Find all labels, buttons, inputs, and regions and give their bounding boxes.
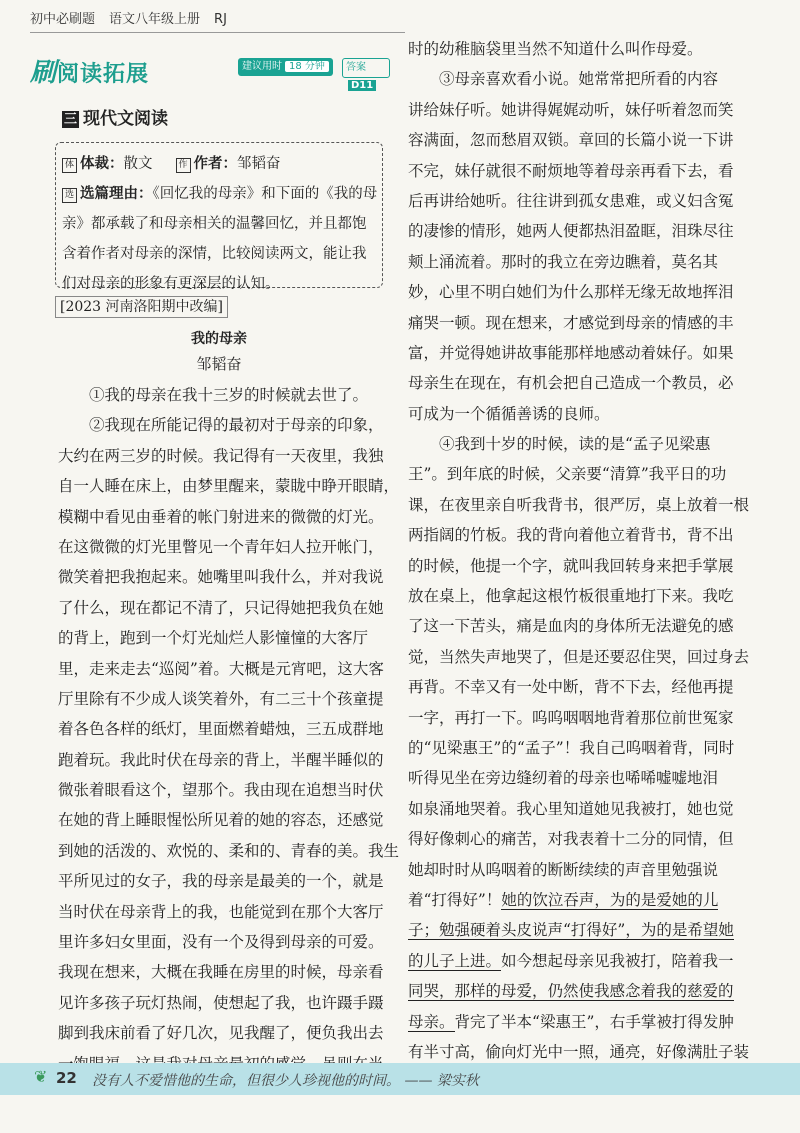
text-line: 放在桌上，他拿起这根竹板很重地打下来。我吃: [408, 587, 734, 606]
text-line: 容满面，忽而愁眉双锁。章回的长篇小说一下讲: [408, 131, 734, 150]
header-divider: [30, 32, 405, 33]
text-segment: 着“打得好”！: [408, 890, 502, 909]
text-line: [408, 946, 748, 976]
text-line: 里许多妇女里面，没有一个及得到母亲的可爱。: [58, 933, 384, 952]
article-title: 我的母亲: [191, 331, 247, 347]
text-line: ①我的母亲在我十三岁的时候就去世了。: [89, 386, 369, 404]
text-line: ③母亲喜欢看小说。她常常把所看的内容: [439, 70, 719, 89]
text-line: 厅里除有不少成人谈笑着外，有二三十个孩童提: [58, 689, 384, 708]
intro-meta-row: [62, 149, 382, 179]
suggested-time-badge: [238, 58, 333, 76]
answer-label: 答案: [346, 62, 366, 73]
reason-line: 亲》都承载了和母亲相关的温馨回忆，并且都饱: [62, 216, 367, 232]
text-line: 自一人睡在床上，由梦里醒来，蒙眬中睁开眼睛，: [58, 477, 400, 496]
leaf-icon: ❦: [34, 1067, 48, 1086]
text-line: 见许多孩子玩灯热闹，使想起了我，也许蹑手蹑: [58, 993, 384, 1012]
text-line: 平所见过的女子，我的母亲是最美的一个，就是: [58, 872, 384, 891]
reason-line: 含着作者对母亲的深情，比较阅读两文，能让我: [62, 246, 367, 262]
text-line: 里，走来走去“巡阅”着。大概是元宵吧，这大客: [58, 659, 384, 678]
answer-page-badge: [342, 58, 390, 91]
text-line: 富，并觉得她讲故事能那样地感动着妹仔。如果: [408, 343, 734, 362]
text-line: 后再讲给她听。往往讲到孤女患难，或义妇含冤: [408, 191, 734, 210]
reason-icon: 选: [62, 188, 77, 203]
underlined-text: 的儿子上进。: [408, 951, 502, 970]
text-line: 不完，妹仔就很不耐烦地等着母亲再看下去，看: [408, 161, 734, 180]
section-title: 现代文阅读: [83, 109, 168, 129]
text-line: [408, 976, 748, 1006]
underlined-text: 她的饮泣吞声，为的是爱她的儿: [501, 890, 719, 909]
text-line: 讲给妹仔听。她讲得娓娓动听，妹仔听着忽而笑: [408, 100, 734, 119]
text-line: 有半寸高，偷向灯光中一照，通亮，好像满肚子装: [408, 1042, 750, 1061]
section-heading: [62, 104, 168, 129]
running-header: [30, 8, 410, 34]
series-name: 初中必刷题: [30, 12, 96, 27]
reason-text: 《回忆我的母亲》和下面的《我的母: [152, 186, 378, 202]
text-line: 微笑着把我抱起来。她嘴里叫我什么，并对我说: [58, 568, 384, 587]
text-line: 妙，心里不明白她们为什么那样无缘无故地挥泪: [408, 283, 734, 302]
text-line: 在她的背上睡眼惺忪所见着的她的容态，还感觉: [58, 811, 384, 830]
text-line: 大约在两三岁的时候。我记得有一天夜里，我独: [58, 446, 384, 465]
genre-label: 体裁：: [80, 156, 124, 172]
banner-title-big: 刷: [30, 58, 58, 88]
text-line: 得好像刺心的痛苦，对我表着十二分的同情，但: [408, 830, 734, 849]
underlined-text: 同哭，那样的母爱，仍然使我感念着我的慈爱的: [408, 982, 734, 1001]
text-line: 母亲生在现在，有机会把自己造成一个教员，必: [408, 374, 734, 393]
banner-title-rest: 阅读拓展: [57, 62, 150, 87]
text-line: ④我到十岁的时候，读的是“孟子见梁惠: [439, 435, 711, 454]
page-number: 22: [56, 1069, 77, 1087]
text-line: 跑着玩。我此时伏在母亲的背上，半醒半睡似的: [58, 750, 384, 769]
answer-value: D11: [348, 80, 376, 91]
author-label: 作者：: [193, 156, 238, 172]
text-line: 可成为一个循循善诱的良师。: [408, 404, 610, 423]
text-line: 颊上涌流着。那时的我立在旁边瞧着，莫名其: [408, 252, 719, 271]
text-line: 如泉涌地哭着。我心里知道她见我被打，她也觉: [408, 799, 734, 818]
text-line: 当时伏在母亲背上的我，也能觉到在那个大客厅: [58, 902, 384, 921]
text-line: 觉，当然失声地哭了，但是还要忍住哭，回过身去: [408, 647, 750, 666]
left-column: [58, 380, 400, 1079]
text-line: [408, 1007, 748, 1037]
text-line: 我现在想来，大概在我睡在房里的时候，母亲看: [58, 963, 384, 982]
underlined-text: 母亲。: [408, 1012, 455, 1031]
text-line: 课，在夜里亲自听我背书，很严厉，桌上放着一根: [408, 495, 750, 514]
banner-title: [30, 52, 149, 89]
edition-label: RJ: [214, 12, 227, 27]
text-line: 王”。到年底的时候，父亲要“清算”我平日的功: [408, 465, 727, 484]
source-citation: [2023 河南洛阳期中改编]: [55, 296, 228, 318]
text-line: 的“见梁惠王”的“孟子”！我自己呜咽着背，同时: [408, 738, 735, 757]
text-line: 时的幼稚脑袋里当然不知道什么叫作母爱。: [408, 40, 703, 58]
time-value: 18 分钟: [285, 61, 329, 72]
time-label: 建议用时: [242, 61, 282, 72]
section-number: 三: [63, 112, 77, 127]
text-line: 微张着眼看这个，望那个。我由现在追想当时伏: [58, 781, 384, 800]
text-line: 听得见坐在旁边缝纫着的母亲也唏唏嘘嘘地泪: [408, 769, 719, 788]
subject-name: 语文八年级上册: [109, 12, 201, 27]
underlined-text: 子；勉强硬着头皮说声“打得好”，为的是希望她: [408, 921, 734, 940]
text-line: 的凄惨的情形，她两人便都热泪盈眶，泪珠尽往: [408, 222, 734, 241]
text-line: 了什么，现在都记不清了，只记得她把我负在她: [58, 598, 384, 617]
text-line: [408, 885, 748, 915]
text-line: 她却时时从呜咽着的断断续续的声音里勉强说: [408, 860, 719, 879]
article-author: 邹韬奋: [196, 355, 242, 373]
reason-label: 选篇理由：: [80, 186, 153, 202]
section-banner: [30, 52, 390, 91]
text-line: ②我现在所能记得的最初对于母亲的印象，: [89, 416, 384, 435]
right-column: [408, 34, 748, 1067]
text-segment: 如今想起母亲见我被打，陪着我一: [501, 951, 734, 970]
author-icon: 作: [176, 158, 191, 173]
text-line: 模糊中看见由垂着的帐门射进来的微微的灯光。: [58, 507, 384, 526]
intro-box: [55, 142, 383, 292]
text-line: 脚到我床前看了好几次，见我醒了，便负我出去: [58, 1024, 384, 1043]
text-line: 到她的活泼的、欢悦的、柔和的、青春的美。我生: [58, 841, 400, 860]
page-footer: [0, 1063, 800, 1095]
text-line: 了这一下苦头，痛是血肉的身体所无法避免的感: [408, 617, 734, 636]
genre-value: 散文: [123, 156, 153, 172]
author-value: 邹韬奋: [237, 156, 281, 172]
reason-line: [62, 179, 382, 209]
text-line: 一字，再打一下。呜呜咽咽地背着那位前世冤家: [408, 708, 734, 727]
footer-quote: 没有人不爱惜他的生命，但很少人珍视他的时间。 —— 梁实秋: [92, 1073, 479, 1089]
text-line: [408, 915, 748, 945]
text-line: 的时候，他提一个字，就叫我回转身来把手掌展: [408, 556, 734, 575]
text-line: 在这微微的灯光里瞥见一个青年妇人拉开帐门，: [58, 537, 384, 556]
text-segment: 背完了半本“梁惠王”，右手掌被打得发肿: [454, 1012, 734, 1031]
text-line: 两指阔的竹板。我的背向着他立着背书，背不出: [408, 526, 734, 545]
text-line: 的背上，跑到一个灯光灿烂人影憧憧的大客厅: [58, 629, 369, 648]
reason-line: 们对母亲的形象有更深层的认知。: [62, 276, 280, 292]
text-line: 再背。不幸又有一处中断，背不下去，经他再提: [408, 678, 734, 697]
text-line: 着各色各样的纸灯，里面燃着蜡烛，三五成群地: [58, 720, 384, 739]
text-line: 痛哭一顿。现在想来，才感觉到母亲的情感的丰: [408, 313, 734, 332]
genre-icon: 体: [62, 158, 77, 173]
